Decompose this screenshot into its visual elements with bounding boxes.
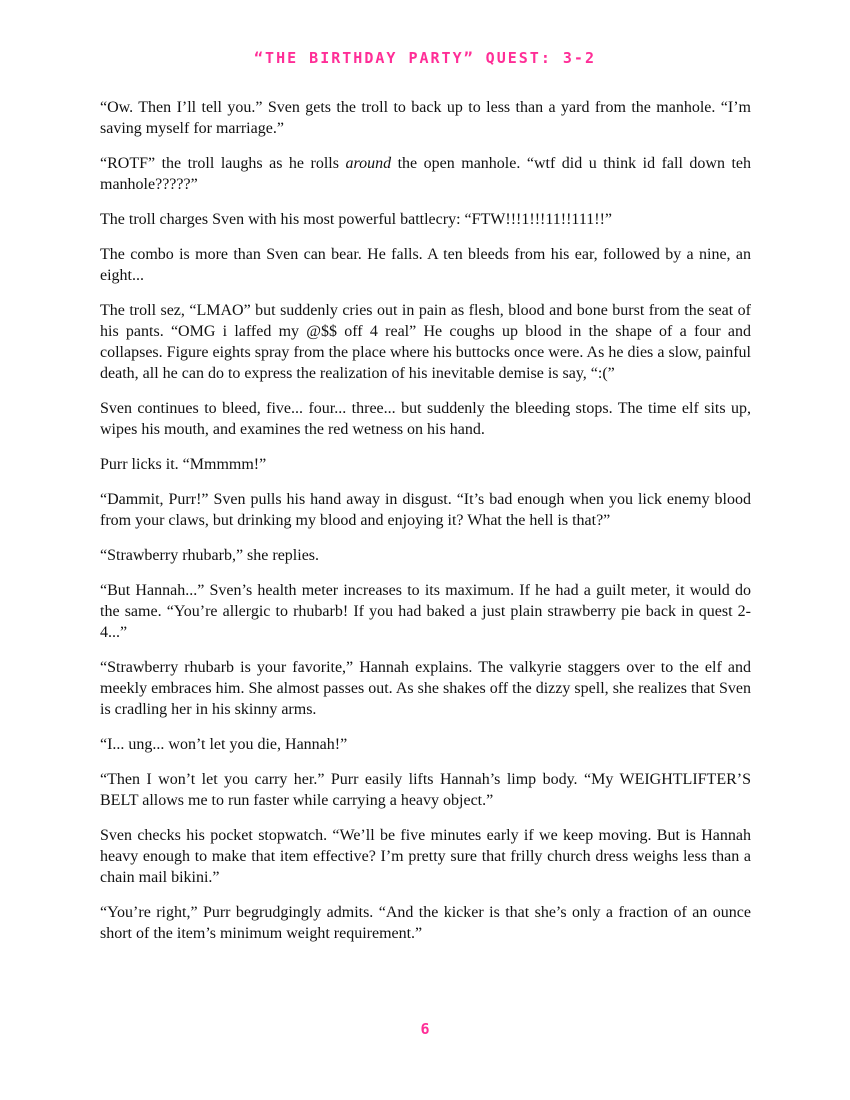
- text-segment: “ROTF” the troll laughs as he rolls: [100, 155, 346, 172]
- page-number: [0, 1020, 850, 1038]
- paragraph: [100, 657, 751, 720]
- paragraph: [100, 454, 751, 475]
- paragraph: [100, 769, 751, 811]
- text-segment: Purr licks it. “Mmmmm!”: [100, 456, 267, 473]
- text-segment: The combo is more than Sven can bear. He falls. A ten bleeds from his ear, followed by a nine, an eight...: [100, 246, 751, 284]
- text-segment: The troll sez, “LMAO” but suddenly cries out in pain as flesh, blood and bone burst from the seat of his pants. “OMG i laffed my @$$ off 4 real” He coughs up blood in the shape of a four and collapses. Figure eights spray from the place where his buttocks once were. As he dies a slow, painful death, all he can do to express the realization of his inevitable demise is say, “:(”: [100, 302, 751, 382]
- page-header: [0, 48, 850, 68]
- text-segment: “You’re right,” Purr begrudgingly admits. “And the kicker is that she’s only a fraction of an ounce short of the item’s minimum weight requirement.”: [100, 904, 751, 942]
- chapter-title: “THE BIRTHDAY PARTY” QUEST: 3-2: [254, 49, 596, 67]
- text-segment: “I... ung... won’t let you die, Hannah!”: [100, 736, 348, 753]
- paragraph: [100, 825, 751, 888]
- paragraph: [100, 489, 751, 531]
- text-segment: Sven checks his pocket stopwatch. “We’ll be five minutes early if we keep moving. But is Hannah heavy enough to make that item effective? I’m pretty sure that frilly church dress weighs less than a chain mail bikini.”: [100, 827, 751, 886]
- paragraph: [100, 580, 751, 643]
- paragraph: [100, 902, 751, 944]
- text-segment: Sven continues to bleed, five... four... three... but suddenly the bleeding stops. The time elf sits up, wipes his mouth, and examines the red wetness on his hand.: [100, 400, 751, 438]
- text-segment: “Ow. Then I’ll tell you.” Sven gets the troll to back up to less than a yard from the manhole. “I’m saving myself for marriage.”: [100, 99, 751, 137]
- paragraph: [100, 209, 751, 230]
- paragraph: [100, 244, 751, 286]
- body-text: [100, 97, 751, 958]
- text-segment: “Then I won’t let you carry her.” Purr easily lifts Hannah’s limp body. “My WEIGHTLIFTER’S BELT allows me to run faster while carrying a heavy object.”: [100, 771, 751, 809]
- paragraph: [100, 153, 751, 195]
- text-segment: “But Hannah...” Sven’s health meter increases to its maximum. If he had a guilt meter, it would do the same. “You’re allergic to rhubarb! If you had baked a just plain strawberry pie back in quest 2-4...”: [100, 582, 751, 641]
- text-segment: “Strawberry rhubarb is your favorite,” Hannah explains. The valkyrie staggers over to the elf and meekly embraces him. She almost passes out. As she shakes off the dizzy spell, she realizes that Sven is cradling her in his skinny arms.: [100, 659, 751, 718]
- paragraph: [100, 398, 751, 440]
- page-number-value: 6: [420, 1020, 430, 1038]
- text-segment: “Strawberry rhubarb,” she replies.: [100, 547, 320, 564]
- paragraph: [100, 734, 751, 755]
- text-segment: The troll charges Sven with his most powerful battlecry: “FTW!!!1!!!11!!111!!”: [100, 211, 612, 228]
- paragraph: [100, 97, 751, 139]
- text-segment: “Dammit, Purr!” Sven pulls his hand away in disgust. “It’s bad enough when you lick enemy blood from your claws, but drinking my blood and enjoying it? What the hell is that?”: [100, 491, 751, 529]
- text-segment: the open manhole. “wtf did u think id fall down teh manhole?????”: [100, 155, 751, 193]
- paragraph: [100, 300, 751, 384]
- italic-text-segment: around: [345, 155, 392, 172]
- paragraph: [100, 545, 751, 566]
